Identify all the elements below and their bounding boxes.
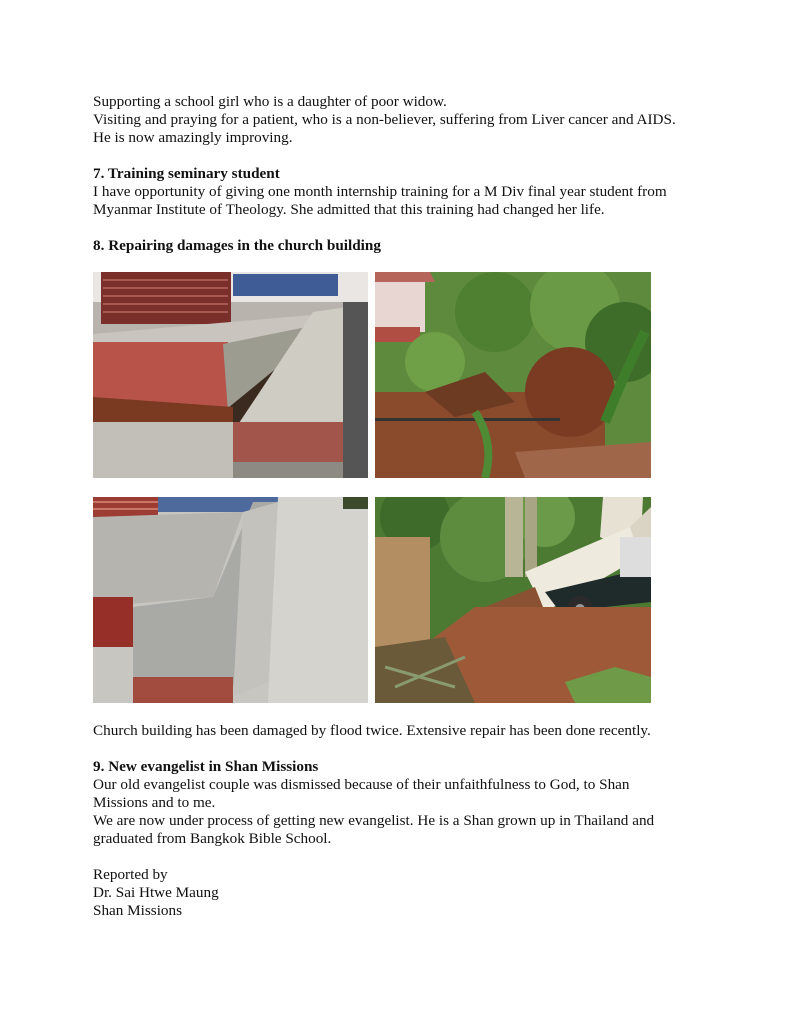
photo-repaired-step bbox=[93, 497, 368, 703]
intro-line: He is now amazingly improving. bbox=[93, 129, 293, 146]
section-heading: 8. Repairing damages in the church building bbox=[93, 237, 381, 254]
paragraph-line: I have opportunity of giving one month internship training for a M Div final year student from bbox=[93, 183, 667, 200]
signature-name: Dr. Sai Htwe Maung bbox=[93, 884, 219, 901]
section-heading: 9. New evangelist in Shan Missions bbox=[93, 758, 319, 775]
paragraph-line: We are now under process of getting new evangelist. He is a Shan grown up in Thailand and bbox=[93, 812, 655, 829]
paragraph-line: Myanmar Institute of Theology. She admitted that this training had changed her life. bbox=[93, 201, 605, 218]
paragraph-line: Our old evangelist couple was dismissed because of their unfaithfulness to God, to Shan bbox=[93, 776, 630, 793]
photo-dump-truck bbox=[375, 497, 651, 703]
signature-line: Reported by bbox=[93, 866, 168, 883]
intro-line: Visiting and praying for a patient, who is a non-believer, suffering from Liver cancer and AIDS. bbox=[93, 111, 676, 128]
signature-org: Shan Missions bbox=[93, 902, 183, 919]
section-heading: 7. Training seminary student bbox=[93, 165, 280, 182]
intro-line: Supporting a school girl who is a daughter of poor widow. bbox=[93, 93, 447, 110]
photo-cracked-step bbox=[93, 272, 368, 478]
paragraph-line: graduated from Bangkok Bible School. bbox=[93, 830, 332, 847]
paragraph-line: Missions and to me. bbox=[93, 794, 216, 811]
photo-caption: Church building has been damaged by flood twice. Extensive repair has been done recently. bbox=[93, 722, 651, 739]
photo-landslide bbox=[375, 272, 651, 478]
